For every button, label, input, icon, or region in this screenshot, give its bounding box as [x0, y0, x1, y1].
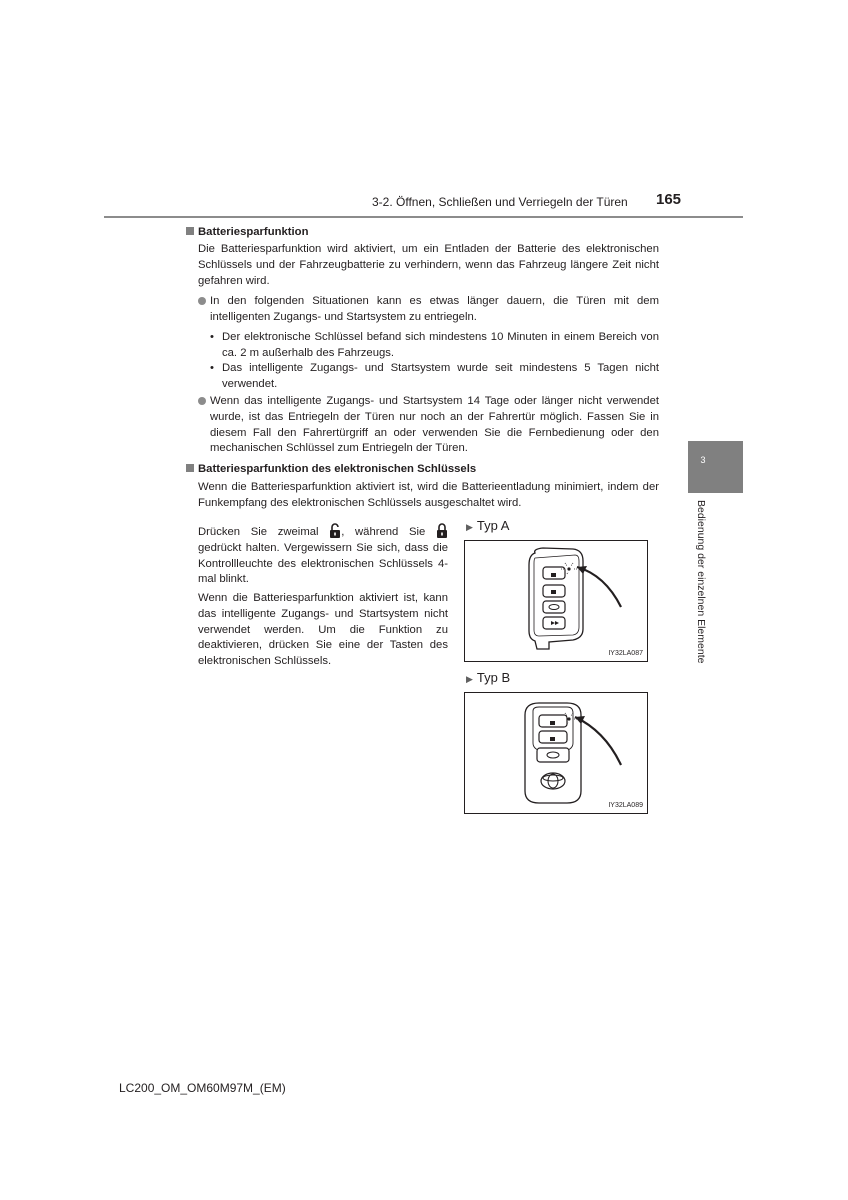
- chapter-tab-label: Bedienung der einzelnen Elemente: [695, 500, 707, 664]
- smart-key-type-a-illustration: [465, 541, 647, 661]
- figure-code: IY32LA087: [608, 650, 643, 657]
- running-header: 3-2. Öffnen, Schließen und Verriegeln der Türen: [372, 195, 628, 209]
- figure-label-type-a: ▶ Typ A: [466, 518, 510, 533]
- figure-key-type-a: [464, 540, 648, 662]
- document-code: LC200_OM_OM60M97M_(EM): [119, 1081, 286, 1095]
- figure-code: IY32LA089: [608, 802, 643, 809]
- circle-bullet-icon: [198, 297, 206, 305]
- instruction-paragraph: Drücken Sie zweimal , während Sie gedrückt halten. Vergewissern Sie sich, dass die Kontrollleuchte des elektronischen Schlüssels 4-mal blinkt.: [198, 523, 448, 588]
- bullet-item: Wenn das intelligente Zugangs- und Startsystem 14 Tage oder länger nicht verwendet wurde, ist das Entriegeln der Türen nur noch an der Fahrertür möglich. Fassen Sie in diesem Fall den Fahrertürgriff an oder verwenden Sie die Fernbedienung oder den mechanischen Schlüssel zum Entriegeln der Türen.: [210, 394, 659, 457]
- figure-key-type-b: [464, 692, 648, 814]
- header-rule: [104, 216, 743, 218]
- lock-icon: [436, 523, 448, 538]
- smart-key-type-b-illustration: [465, 693, 647, 813]
- section-intro-paragraph: Wenn die Batteriesparfunktion aktiviert ist, wird die Batterieentladung minimiert, indem der Funkempfang des elektronischen Schlüssels ausgeschaltet wird.: [198, 481, 659, 509]
- chapter-tab: [688, 441, 743, 493]
- sub-list-item: • Der elektronische Schlüssel befand sich mindestens 10 Minuten in einem Bereich von ca. 2 m außerhalb des Fahrzeugs.: [210, 331, 659, 359]
- square-bullet-icon: [186, 464, 194, 472]
- unlock-icon: [329, 523, 341, 538]
- chapter-tab-number: 3: [700, 455, 706, 465]
- section-intro-paragraph: Die Batteriesparfunktion wird aktiviert, um ein Entladen der Batterie des elektronischen Schlüssels und der Fahrzeugbatterie zu verhindern, wenn das Fahrzeug längere Zeit nicht gefahren wird.: [198, 243, 659, 287]
- square-bullet-icon: [186, 227, 194, 235]
- section-heading-battery-saver: Batteriesparfunktion: [186, 226, 308, 238]
- triangle-right-icon: ▶: [466, 522, 473, 532]
- section-heading-key-battery-saver: Batteriesparfunktion des elektronischen Schlüssels: [186, 463, 476, 475]
- bullet-item: In den folgenden Situationen kann es etwas länger dauern, die Türen mit dem intelligenten Zugangs- und Startsystem zu entriegeln.: [210, 294, 659, 326]
- note-paragraph: Wenn die Batteriesparfunktion aktiviert ist, kann das intelligente Zugangs- und Startsystem nicht verwendet werden. Um die Funktion zu deaktivieren, drücken Sie eine der Tasten des elektronischen Schlüssels.: [198, 592, 448, 668]
- circle-bullet-icon: [198, 397, 206, 405]
- figure-label-type-b: ▶ Typ B: [466, 670, 511, 685]
- page-number: 165: [656, 191, 682, 208]
- sub-list-item: • Das intelligente Zugangs- und Startsystem wurde seit mindestens 5 Tagen nicht verwendet.: [210, 362, 659, 390]
- triangle-right-icon: ▶: [466, 674, 473, 684]
